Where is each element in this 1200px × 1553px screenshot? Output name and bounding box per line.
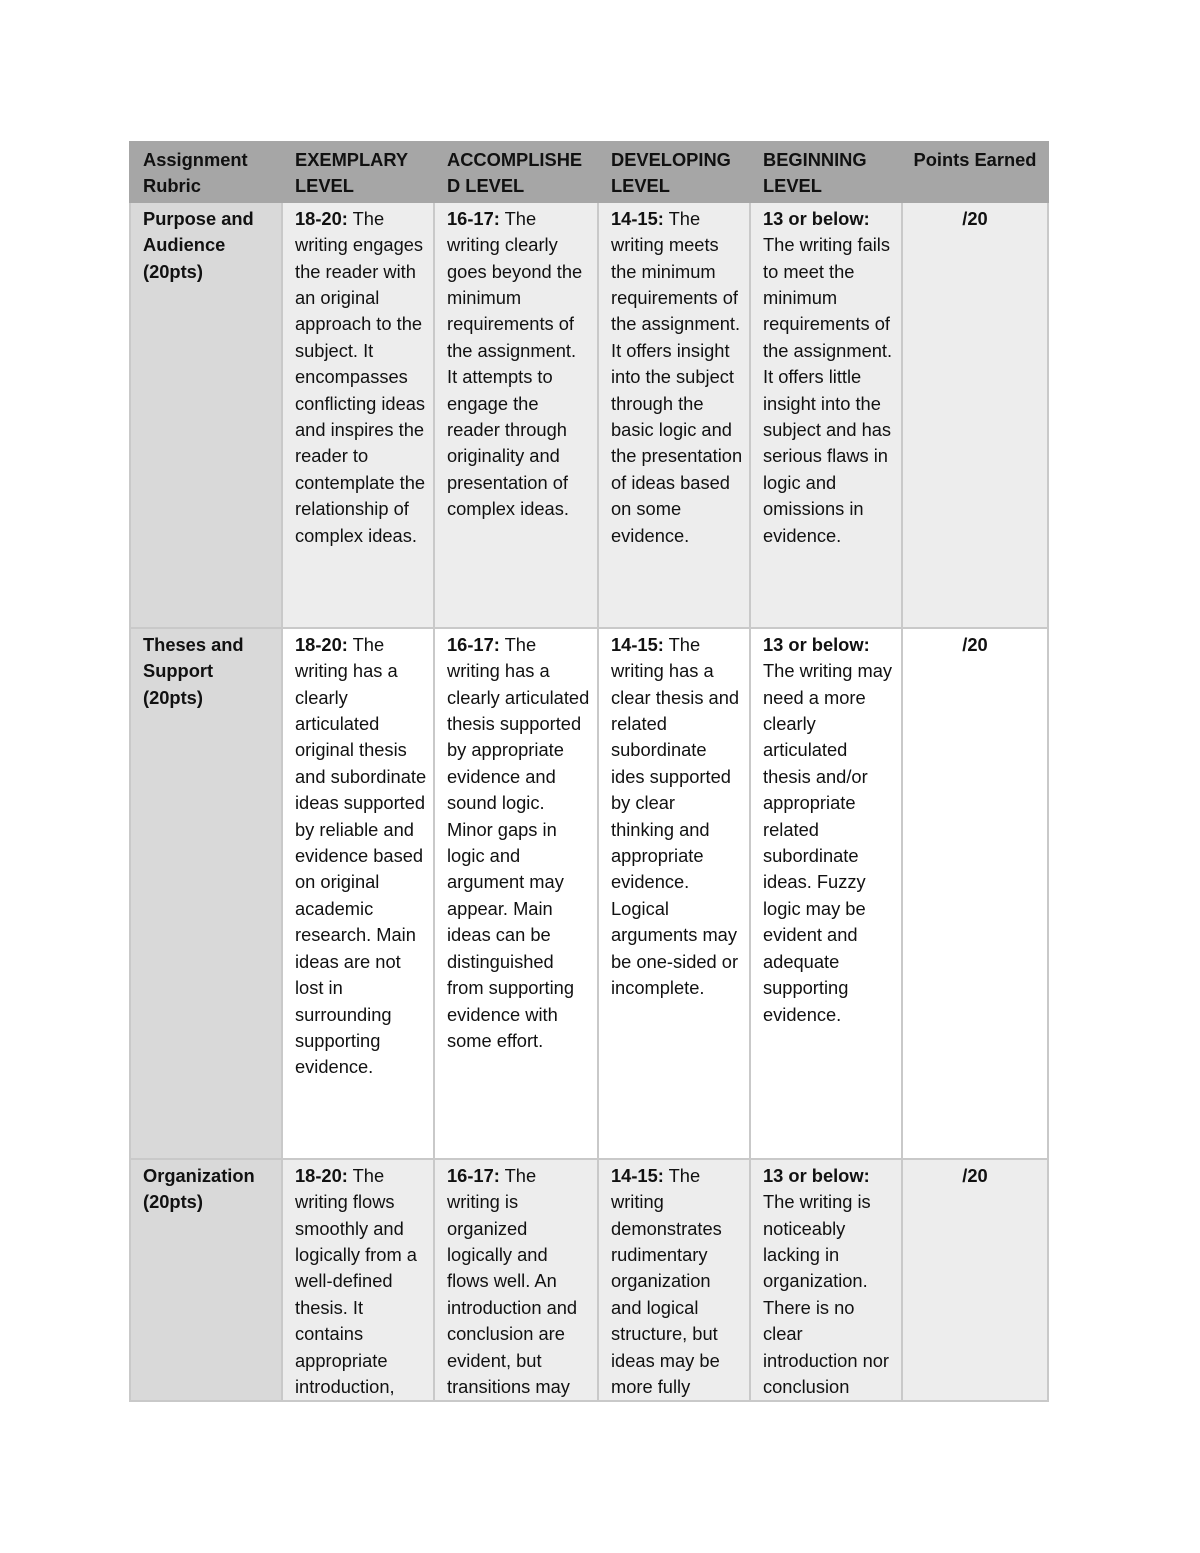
criterion-cell: Purpose and Audience (20pts) [130, 202, 282, 628]
level-description: The writing flows smoothly and logically from a well-defined thesis. It contains appropriate introduction, [295, 1164, 417, 1398]
accomplished-cell [434, 202, 598, 628]
score-range-label: 18-20: [295, 633, 348, 655]
level-description: The writing has a clearly articulated thesis supported by appropriate evidence and sound logic. Minor gaps in logic and argument may appear. Main ideas can be distinguished from supporting evidence with some effort. [447, 633, 590, 1051]
level-description: The writing demonstrates rudimentary organization and logical structure, but ideas may be more fully [611, 1164, 722, 1398]
score-range-label: 14-15: [611, 1164, 664, 1186]
score-range-label: 13 or below: [763, 1164, 870, 1186]
score-range-label: 16-17: [447, 207, 500, 229]
exemplary-cell [282, 1159, 434, 1402]
score-range-label: 14-15: [611, 633, 664, 655]
header-row [130, 142, 1048, 202]
accomplished-cell [434, 1159, 598, 1402]
points-earned-cell: /20 [902, 628, 1048, 1159]
exemplary-cell [282, 202, 434, 628]
level-description: The writing has a clear thesis and related subordinate ides supported by clear thinking and appropriate evidence. Logical arguments may be one-sided or incomplete. [611, 633, 740, 999]
header-developing: DEVELOPING LEVEL [598, 142, 750, 202]
header-accomplished: ACCOMPLISHED LEVEL [434, 142, 598, 202]
level-description: The writing engages the reader with an original approach to the subject. It encompasses conflicting ideas and inspires the reader to contemplate the relationship of complex ideas. [295, 207, 426, 546]
developing-cell [598, 628, 750, 1159]
level-description: The writing meets the minimum requirements of the assignment. It offers insight into the subject through the basic logic and the presentation of ideas based on some evidence. [611, 207, 743, 546]
score-range-label: 16-17: [447, 1164, 500, 1186]
points-earned-cell: /20 [902, 1159, 1048, 1402]
score-range-label: 18-20: [295, 1164, 348, 1186]
header-beginning: BEGINNING LEVEL [750, 142, 902, 202]
beginning-cell [750, 1159, 902, 1402]
accomplished-cell [434, 628, 598, 1159]
developing-cell [598, 202, 750, 628]
level-description: The writing fails to meet the minimum requirements of the assignment. It offers little insight into the subject and has serious flaws in logic and omissions in evidence. [763, 234, 893, 546]
criterion-cell: Organization (20pts) [130, 1159, 282, 1402]
score-range-label: 13 or below: [763, 633, 870, 655]
score-range-label: 14-15: [611, 207, 664, 229]
points-earned-cell: /20 [902, 202, 1048, 628]
header-criterion: Assignment Rubric [130, 142, 282, 202]
developing-cell [598, 1159, 750, 1402]
level-description: The writing has a clearly articulated original thesis and subordinate ideas supported by reliable and evidence based on original academic research. Main ideas are not lost in surrounding supporting evidence. [295, 633, 427, 1078]
criterion-cell: Theses and Support (20pts) [130, 628, 282, 1159]
level-description: The writing is noticeably lacking in organization. There is no clear introduction nor conclusion [763, 1191, 890, 1398]
score-range-label: 16-17: [447, 633, 500, 655]
table-row-theses-support [130, 628, 1048, 1159]
level-description: The writing clearly goes beyond the minimum requirements of the assignment. It attempts to engage the reader through originality and presentation of complex ideas. [447, 207, 583, 520]
beginning-cell [750, 202, 902, 628]
header-points-earned: Points Earned [902, 142, 1048, 202]
level-description: The writing is organized logically and flows well. An introduction and conclusion are evident, but transitions may [447, 1164, 578, 1398]
table-row-purpose-audience [130, 202, 1048, 628]
score-range-label: 13 or below: [763, 207, 870, 229]
beginning-cell [750, 628, 902, 1159]
exemplary-cell [282, 628, 434, 1159]
header-exemplary: EXEMPLARY LEVEL [282, 142, 434, 202]
level-description: The writing may need a more clearly articulated thesis and/or appropriate related subordinate ideas. Fuzzy logic may be evident and adequate supporting evidence. [763, 660, 893, 1025]
table-row-organization [130, 1159, 1048, 1402]
assignment-rubric-table [129, 141, 1049, 1402]
score-range-label: 18-20: [295, 207, 348, 229]
